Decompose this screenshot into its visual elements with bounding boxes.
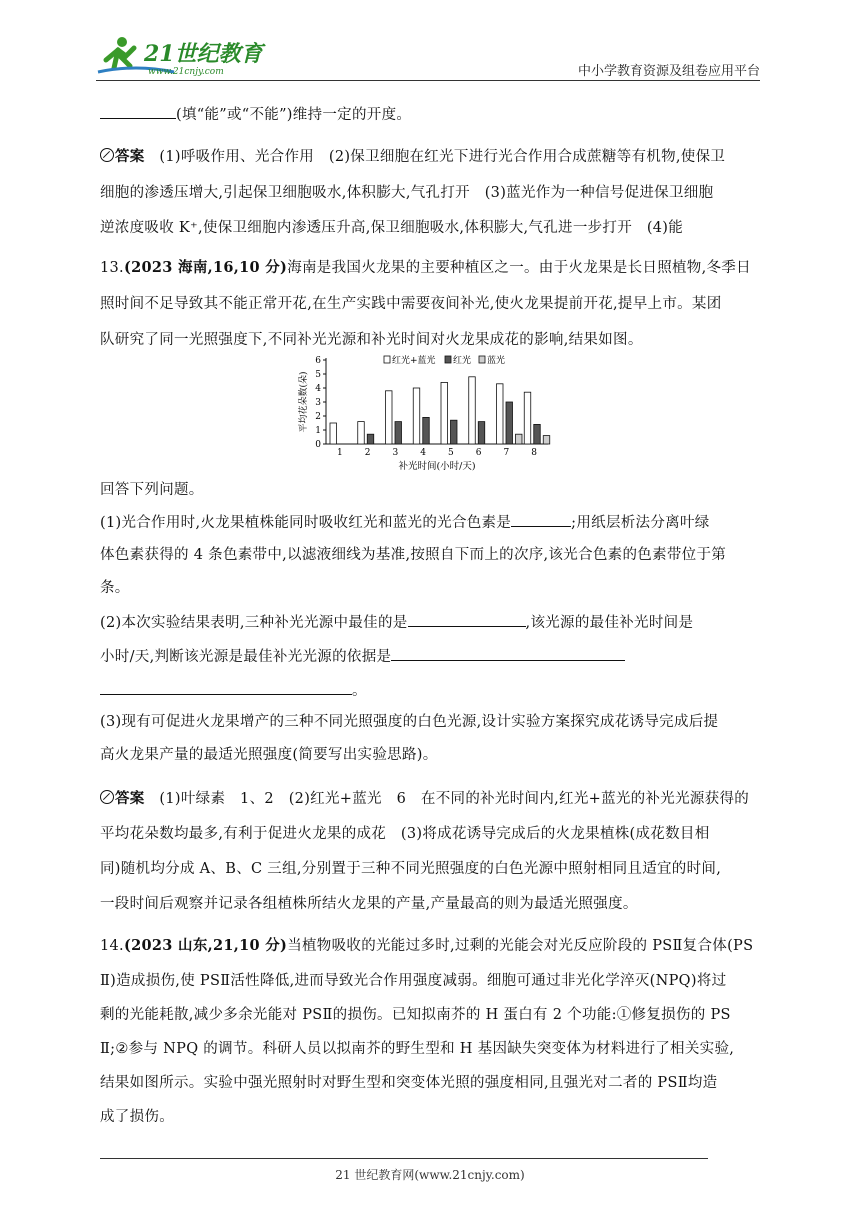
q12-answer-line2: 细胞的渗透压增大,引起保卫细胞吸水,体积膨大,气孔打开 (3)蓝光作为一种信号促进保卫细胞 — [100, 185, 714, 201]
q13-part1-text-b: ;用纸层析法分离叶绿 — [571, 515, 710, 531]
q13-answer-line3: 同)随机均分成 A、B、C 三组,分别置于三种不同光照强度的白色光源中照射相同且适宜的时间, — [100, 861, 722, 877]
logo — [96, 34, 266, 78]
answer-blank — [100, 104, 176, 119]
header-divider — [96, 80, 760, 81]
q13-part1-line3: 条。 — [100, 580, 130, 596]
q13-text1: 海南是我国火龙果的主要种植区之一。由于火龙果是长日照植物,冬季日 — [287, 260, 751, 276]
answer-icon — [100, 790, 114, 804]
q13-part3-line2: 高火龙果产量的最适光照强度(简要写出实验思路)。 — [100, 747, 438, 763]
q14-line6: 成了损伤。 — [100, 1109, 174, 1125]
q13-answer-line4: 一段时间后观察并记录各组植株所结火龙果的产量,产量最高的则为最适光照强度。 — [100, 896, 638, 912]
q13-answer-text1: (1)叶绿素 1、2 (2)红光+蓝光 6 在不同的补光时间内,红光+蓝光的补光光源获得的 — [159, 791, 750, 807]
bar-1-4 — [413, 388, 420, 444]
answer-blank — [408, 612, 526, 627]
q14-text1: 当植物吸收的光能过多时,过剩的光能会对光反应阶段的 PSⅡ复合体(PS — [287, 938, 754, 954]
bar-2-2 — [367, 434, 374, 444]
q12-tail-text: (填“能”或“不能”)维持一定的开度。 — [176, 107, 412, 123]
q13-part2-line3 — [100, 680, 764, 701]
y-tick-label: 6 — [315, 356, 321, 366]
bar-1-7 — [497, 384, 504, 444]
platform-label: 中小学教育资源及组卷应用平台 — [577, 64, 760, 79]
logo-sub-text: www.21cnjy.com — [148, 67, 224, 77]
q13-part2-line2 — [100, 646, 764, 667]
flower-count-chart — [296, 352, 556, 472]
x-tick-label: 6 — [475, 448, 482, 458]
answer-label: 答案 — [115, 790, 145, 807]
q13-source: (2023 海南,16,10 分) — [123, 259, 288, 276]
bar-2-7 — [506, 402, 513, 444]
x-tick-label: 8 — [531, 448, 537, 458]
legend-label: 红光+蓝光 — [392, 356, 436, 366]
q13-part3-line1: (3)现有可促进火龙果增产的三种不同光照强度的白色光源,设计实验方案探究成花诱导完成后提 — [100, 714, 719, 730]
bar-3-7 — [516, 434, 523, 444]
q13-number: 13. — [100, 260, 124, 276]
q13-part1-text-a: (1)光合作用时,火龙果植株能同时吸收红光和蓝光的光合色素是 — [100, 515, 512, 531]
q13-answer-line2: 平均花朵数均最多,有利于促进火龙果的成花 (3)将成花诱导完成后的火龙果植株(成花数目相 — [100, 826, 710, 842]
answer-blank — [511, 512, 571, 527]
legend-swatch — [445, 356, 451, 363]
q14-line3: 剩的光能耗散,减少多余光能对 PSⅡ的损伤。已知拟南芥的 H 蛋白有 2 个功能:①修复损伤的 PS — [100, 1007, 731, 1023]
x-tick-label: 1 — [337, 448, 343, 458]
legend-swatch — [479, 356, 485, 363]
x-axis-label: 补光时间(小时/天) — [398, 461, 476, 472]
bar-2-4 — [423, 417, 430, 444]
q14-source: (2023 山东,21,10 分) — [123, 937, 288, 954]
answer-blank — [100, 680, 352, 695]
bar-2-3 — [395, 422, 402, 444]
x-tick-label: 7 — [503, 448, 510, 458]
logo-graphic — [96, 34, 266, 78]
bar-3-8 — [543, 436, 550, 444]
q13-line2: 照时间不足导致其不能正常开花,在生产实践中需要夜间补光,使火龙果提前开花,提早上市。某团 — [100, 296, 722, 312]
y-tick-label: 0 — [315, 440, 321, 450]
q13-part1-line2: 体色素获得的 4 条色素带中,以滤液细线为基准,按照自下而上的次序,该光合色素的色素带位于第 — [100, 547, 727, 563]
x-tick-label: 4 — [420, 448, 426, 458]
bar-1-2 — [358, 422, 365, 444]
bar-2-8 — [534, 424, 541, 444]
q13-part2-text-c: 小时/天,判断该光源是最佳补光光源的依据是 — [100, 649, 392, 665]
q13-part2-text-d: 。 — [352, 683, 367, 699]
q14-number: 14. — [100, 938, 124, 954]
bar-2-6 — [478, 422, 485, 444]
y-tick-label: 1 — [315, 426, 321, 436]
legend-label: 红光 — [453, 356, 472, 366]
page-header — [96, 34, 760, 80]
x-tick-label: 5 — [448, 448, 454, 458]
q13-part2-text-a: (2)本次实验结果表明,三种补光光源中最佳的是 — [100, 615, 408, 631]
q13-part2-line1 — [100, 612, 764, 633]
q13-part2-text-b: ,该光源的最佳补光时间是 — [525, 615, 694, 631]
y-tick-label: 5 — [315, 370, 321, 380]
q14-line1 — [100, 936, 764, 956]
page-footer: 21 世纪教育网(www.21cnjy.com) — [335, 1168, 525, 1182]
q13-line1 — [100, 258, 764, 278]
answer-icon — [100, 148, 114, 162]
bar-1-1 — [330, 423, 337, 444]
q12-answer-text1: (1)呼吸作用、光合作用 (2)保卫细胞在红光下进行光合作用合成蔗糖等有机物,使保卫 — [159, 149, 726, 165]
x-tick-label: 3 — [392, 448, 399, 458]
answer-label: 答案 — [115, 148, 145, 165]
y-tick-label: 3 — [315, 398, 321, 408]
footer-divider — [100, 1158, 708, 1159]
q13-answer-line1 — [100, 789, 764, 809]
bar-1-3 — [386, 391, 393, 444]
y-tick-label: 2 — [315, 412, 321, 422]
q13-line3: 队研究了同一光照强度下,不同补光光源和补光时间对火龙果成花的影响,结果如图。 — [100, 332, 643, 348]
q12-answer-line3: 逆浓度吸收 K⁺,使保卫细胞内渗透压升高,保卫细胞吸水,体积膨大,气孔进一步打开 (4)能 — [100, 220, 684, 236]
q14-line2: Ⅱ)造成损伤,使 PSⅡ活性降低,进而导致光合作用强度减弱。细胞可通过非光化学淬灭(NPQ)将过 — [100, 973, 727, 989]
q13-prompt: 回答下列问题。 — [100, 482, 204, 498]
y-axis-label: 平均花朵数(朵) — [299, 371, 309, 433]
answer-blank — [391, 646, 625, 661]
legend-swatch — [384, 356, 390, 363]
logo-main-text: 21世纪教育 — [144, 41, 263, 67]
q13-part1-line1 — [100, 512, 764, 533]
bar-1-5 — [441, 382, 448, 444]
q12-tail — [100, 104, 764, 125]
legend-label: 蓝光 — [487, 356, 506, 366]
y-tick-label: 4 — [315, 384, 321, 394]
bar-2-5 — [451, 420, 458, 444]
bar-1-6 — [469, 377, 476, 444]
q12-answer-line1 — [100, 147, 764, 167]
q14-line5: 结果如图所示。实验中强光照射时对野生型和突变体光照的强度相同,且强光对二者的 PSⅡ均造 — [100, 1075, 718, 1091]
x-tick-label: 2 — [364, 448, 371, 458]
q14-line4: Ⅱ;②参与 NPQ 的调节。科研人员以拟南芥的野生型和 H 基因缺失突变体为材料进行了相关实验, — [100, 1041, 735, 1057]
bar-1-8 — [524, 392, 531, 444]
